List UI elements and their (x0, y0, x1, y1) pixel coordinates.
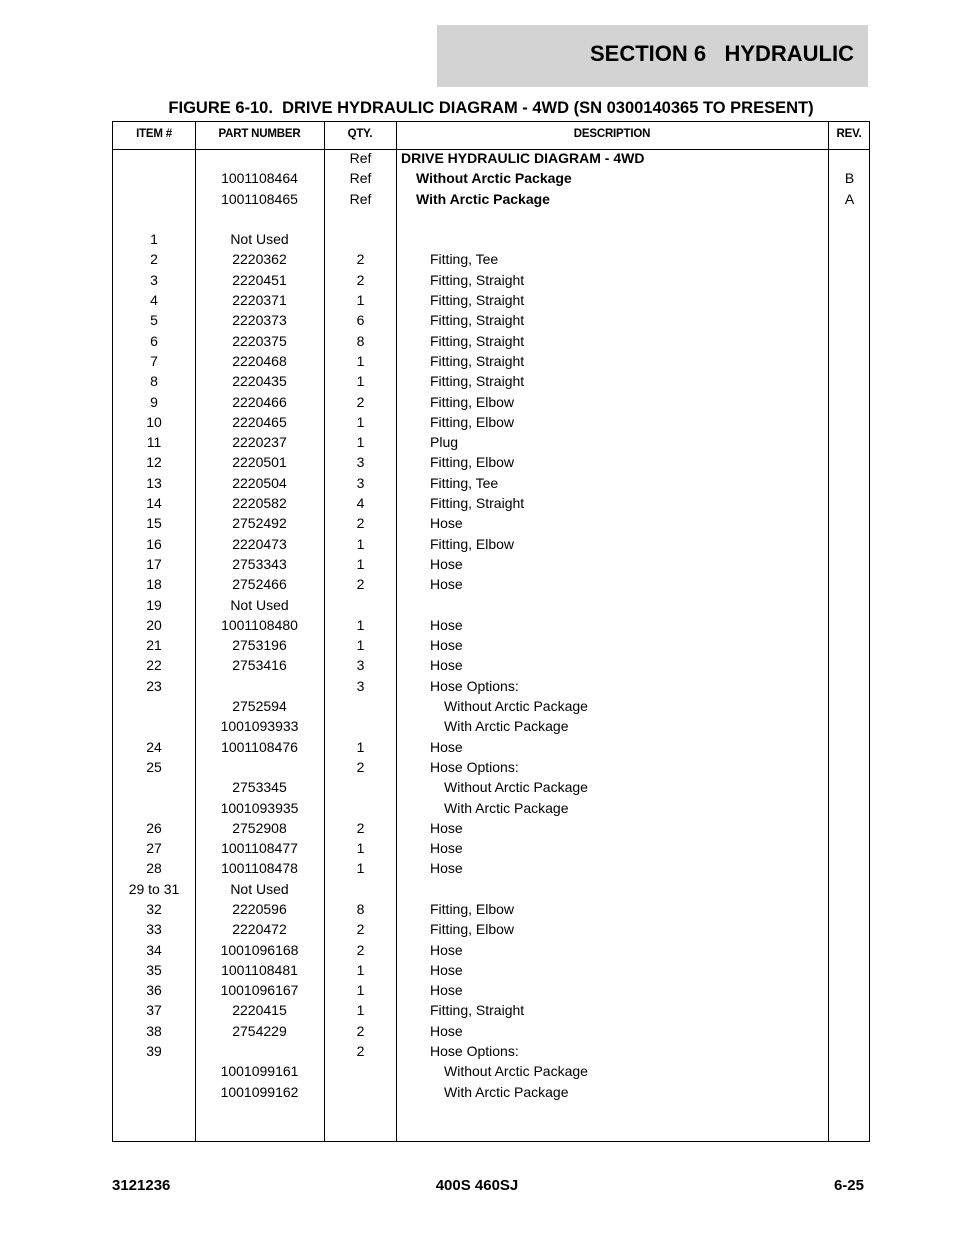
quantity: 1 (356, 860, 365, 877)
description: Hose (430, 576, 463, 593)
quantity: 4 (356, 495, 365, 512)
part-number: 1001108477 (221, 840, 298, 857)
item-number: 10 (146, 413, 162, 430)
quantity: 2 (356, 819, 365, 836)
item-number: 20 (146, 616, 162, 633)
part-number: 1001108465 (221, 190, 298, 207)
part-number: 2220466 (232, 393, 287, 410)
table-row (113, 718, 869, 738)
description: Fitting, Elbow (430, 454, 515, 471)
item-number: 1 (150, 231, 158, 248)
description: Hose (430, 515, 463, 532)
footer-page-number: 6-25 (833, 1177, 864, 1194)
table-row (113, 495, 869, 515)
description: Hose (430, 637, 463, 654)
description: Without Arctic Package (444, 698, 588, 715)
description: Hose Options: (430, 1043, 519, 1060)
part-number: 2220596 (232, 900, 287, 917)
description: Hose (430, 860, 463, 877)
description: Fitting, Straight (430, 495, 525, 512)
table-row (113, 556, 869, 576)
table-row (113, 739, 869, 759)
part-number: 2220435 (232, 373, 287, 390)
part-number: 1001108481 (221, 961, 298, 978)
item-number: 13 (146, 474, 162, 491)
table-row (113, 1084, 869, 1104)
part-number: 2752466 (232, 576, 287, 593)
part-number: 2220362 (232, 251, 287, 268)
table-body (113, 150, 869, 1104)
description: Fitting, Tee (430, 251, 499, 268)
part-number: 1001108480 (221, 616, 298, 633)
table-row (113, 191, 869, 211)
table-row (113, 637, 869, 657)
quantity: 2 (356, 1043, 365, 1060)
item-number: 28 (146, 860, 162, 877)
table-row (113, 597, 869, 617)
part-number: 2220472 (232, 921, 287, 938)
description: Hose (430, 982, 463, 999)
quantity: 2 (356, 576, 365, 593)
part-number: 2754229 (232, 1022, 287, 1039)
footer-document-number: 3121236 (112, 1177, 171, 1194)
description: Fitting, Straight (430, 292, 525, 309)
part-number: 1001093933 (220, 718, 299, 735)
description: Hose Options: (430, 758, 519, 775)
part-number: 2220501 (232, 454, 287, 471)
item-number: 37 (146, 1002, 162, 1019)
quantity: 8 (356, 332, 365, 349)
description: Fitting, Straight (430, 1002, 525, 1019)
table-row (113, 515, 869, 535)
table-row (113, 759, 869, 779)
figure-title: FIGURE 6-10. DRIVE HYDRAULIC DIAGRAM - 4WD (SN 0300140365 TO PRESENT) (168, 99, 814, 117)
description: Hose (430, 657, 463, 674)
part-number: 2220237 (232, 434, 287, 451)
item-number: 15 (146, 515, 162, 532)
table-row (113, 962, 869, 982)
description: Fitting, Straight (430, 271, 525, 288)
part-number: 2753343 (232, 555, 287, 572)
item-number: 36 (146, 982, 162, 999)
table-row (113, 475, 869, 495)
header-rev: REV. (836, 128, 862, 140)
description: Fitting, Straight (430, 352, 525, 369)
description: With Arctic Package (444, 799, 569, 816)
description: With Arctic Package (444, 718, 569, 735)
quantity: Ref (349, 170, 372, 187)
part-number: 1001096167 (220, 982, 299, 999)
description: DRIVE HYDRAULIC DIAGRAM - 4WD (401, 150, 645, 166)
header-qty: QTY. (347, 128, 373, 140)
quantity: 3 (356, 474, 365, 491)
description: Hose (430, 738, 463, 755)
table-row (113, 211, 869, 231)
quantity: 1 (356, 413, 365, 430)
quantity: 3 (356, 677, 365, 694)
table-row (113, 820, 869, 840)
part-number: 1001108464 (221, 170, 298, 187)
part-number: 1001099161 (220, 1063, 299, 1080)
quantity: 1 (356, 982, 365, 999)
quantity: 6 (356, 312, 365, 329)
table-row (113, 678, 869, 698)
quantity: 2 (356, 758, 365, 775)
part-number: 2220504 (232, 474, 287, 491)
table-row (113, 394, 869, 414)
description: With Arctic Package (416, 190, 550, 207)
item-number: 6 (150, 332, 158, 349)
item-number: 29 to 31 (128, 880, 180, 897)
quantity: 2 (356, 1022, 365, 1039)
quantity: 1 (356, 738, 365, 755)
description: Hose (430, 1022, 463, 1039)
table-row (113, 434, 869, 454)
table-row (113, 454, 869, 474)
part-number: 1001099162 (220, 1083, 299, 1100)
part-number: 2220415 (232, 1002, 287, 1019)
table-row (113, 921, 869, 941)
parts-table (112, 121, 870, 1142)
table-row (113, 657, 869, 677)
part-number: 2752492 (232, 515, 287, 532)
table-row (113, 536, 869, 556)
description: Hose (430, 616, 463, 633)
quantity: 3 (356, 454, 365, 471)
part-number: 2220371 (232, 292, 287, 309)
quantity: 2 (356, 251, 365, 268)
quantity: 2 (356, 515, 365, 532)
part-number: 2220375 (232, 332, 287, 349)
section-header (437, 25, 868, 87)
item-number: 17 (146, 555, 162, 572)
header-item: ITEM # (136, 128, 172, 140)
part-number: 1001108476 (221, 738, 298, 755)
item-number: 14 (146, 495, 162, 512)
item-number: 38 (146, 1022, 162, 1039)
quantity: 1 (356, 637, 365, 654)
item-number: 5 (150, 312, 158, 329)
description: Without Arctic Package (444, 1063, 588, 1080)
table-row (113, 576, 869, 596)
quantity: 1 (356, 1002, 365, 1019)
table-row (113, 779, 869, 799)
table-row (113, 150, 869, 170)
item-number: 7 (150, 352, 158, 369)
table-row (113, 251, 869, 271)
quantity: 2 (356, 941, 365, 958)
table-row (113, 982, 869, 1002)
item-number: 19 (146, 596, 162, 613)
description: Fitting, Elbow (430, 900, 515, 917)
table-row (113, 881, 869, 901)
item-number: 24 (146, 738, 162, 755)
item-number: 2 (150, 251, 158, 268)
table-row (113, 231, 869, 251)
item-number: 33 (146, 921, 162, 938)
table-row (113, 698, 869, 718)
part-number: 2753345 (232, 779, 287, 796)
description: Without Arctic Package (444, 779, 588, 796)
quantity: 1 (356, 840, 365, 857)
part-number: Not Used (230, 596, 289, 613)
quantity: 3 (356, 657, 365, 674)
table-header (113, 122, 869, 150)
description: Hose (430, 819, 463, 836)
part-number: Not Used (230, 880, 289, 897)
table-row (113, 1023, 869, 1043)
header-part-number: PART NUMBER (218, 128, 301, 140)
item-number: 35 (146, 961, 162, 978)
table-row (113, 353, 869, 373)
description: Fitting, Elbow (430, 413, 515, 430)
part-number: 2220451 (232, 271, 287, 288)
section-title: SECTION 6 HYDRAULIC (589, 41, 854, 66)
item-number: 16 (146, 535, 162, 552)
table-row (113, 1043, 869, 1063)
part-number: 2220465 (232, 413, 287, 430)
description: Plug (430, 434, 459, 451)
quantity: 2 (356, 921, 365, 938)
part-number: 1001108478 (221, 860, 298, 877)
quantity: 1 (356, 292, 365, 309)
table-row (113, 292, 869, 312)
table-row (113, 170, 869, 190)
description: Hose (430, 840, 463, 857)
part-number: 2752908 (232, 819, 287, 836)
table-row (113, 840, 869, 860)
table-row (113, 942, 869, 962)
item-number: 22 (146, 657, 162, 674)
table-row (113, 800, 869, 820)
item-number: 18 (146, 576, 162, 593)
part-number: 2220468 (232, 352, 287, 369)
description: Hose Options: (430, 677, 519, 694)
part-number: 1001096168 (220, 941, 299, 958)
item-number: 12 (146, 454, 162, 471)
part-number: 2753416 (232, 657, 287, 674)
revision: A (844, 190, 855, 207)
quantity: Ref (349, 190, 372, 207)
quantity: 1 (356, 373, 365, 390)
table-row (113, 414, 869, 434)
description: Hose (430, 941, 463, 958)
quantity: 1 (356, 555, 365, 572)
item-number: 26 (146, 819, 162, 836)
part-number: 2220473 (232, 535, 287, 552)
quantity: 8 (356, 900, 365, 917)
table-row (113, 901, 869, 921)
quantity: 2 (356, 271, 365, 288)
table-row (113, 1063, 869, 1083)
quantity: 1 (356, 434, 365, 451)
part-number: 2220373 (232, 312, 287, 329)
item-number: 34 (146, 941, 162, 958)
part-number: 1001093935 (220, 799, 299, 816)
description: Fitting, Straight (430, 312, 525, 329)
table-row (113, 860, 869, 880)
item-number: 32 (146, 900, 162, 917)
part-number: Not Used (230, 231, 289, 248)
description: Fitting, Tee (430, 474, 499, 491)
table-row (113, 272, 869, 292)
item-number: 3 (150, 271, 158, 288)
description: Fitting, Straight (430, 373, 525, 390)
description: Fitting, Straight (430, 332, 525, 349)
revision: B (844, 170, 855, 187)
description: Without Arctic Package (416, 170, 572, 187)
item-number: 21 (146, 637, 162, 654)
quantity: Ref (349, 150, 372, 166)
description: With Arctic Package (444, 1083, 569, 1100)
quantity: 1 (356, 616, 365, 633)
quantity: 1 (356, 535, 365, 552)
table-row (113, 373, 869, 393)
quantity: 1 (356, 352, 365, 369)
description: Fitting, Elbow (430, 921, 515, 938)
item-number: 23 (146, 677, 162, 694)
table-row (113, 1002, 869, 1022)
description: Hose (430, 555, 463, 572)
header-description: DESCRIPTION (573, 128, 651, 140)
item-number: 39 (146, 1043, 162, 1060)
quantity: 2 (356, 393, 365, 410)
part-number: 2220582 (232, 495, 287, 512)
footer-model: 400S 460SJ (435, 1177, 519, 1194)
item-number: 8 (150, 373, 158, 390)
item-number: 4 (150, 292, 158, 309)
item-number: 11 (146, 434, 162, 451)
description: Fitting, Elbow (430, 393, 515, 410)
description: Hose (430, 961, 463, 978)
item-number: 27 (146, 840, 162, 857)
item-number: 9 (150, 393, 158, 410)
part-number: 2753196 (232, 637, 287, 654)
description: Fitting, Elbow (430, 535, 515, 552)
item-number: 25 (146, 758, 162, 775)
quantity: 1 (356, 961, 365, 978)
table-row (113, 312, 869, 332)
table-row (113, 617, 869, 637)
part-number: 2752594 (232, 698, 287, 715)
table-row (113, 333, 869, 353)
